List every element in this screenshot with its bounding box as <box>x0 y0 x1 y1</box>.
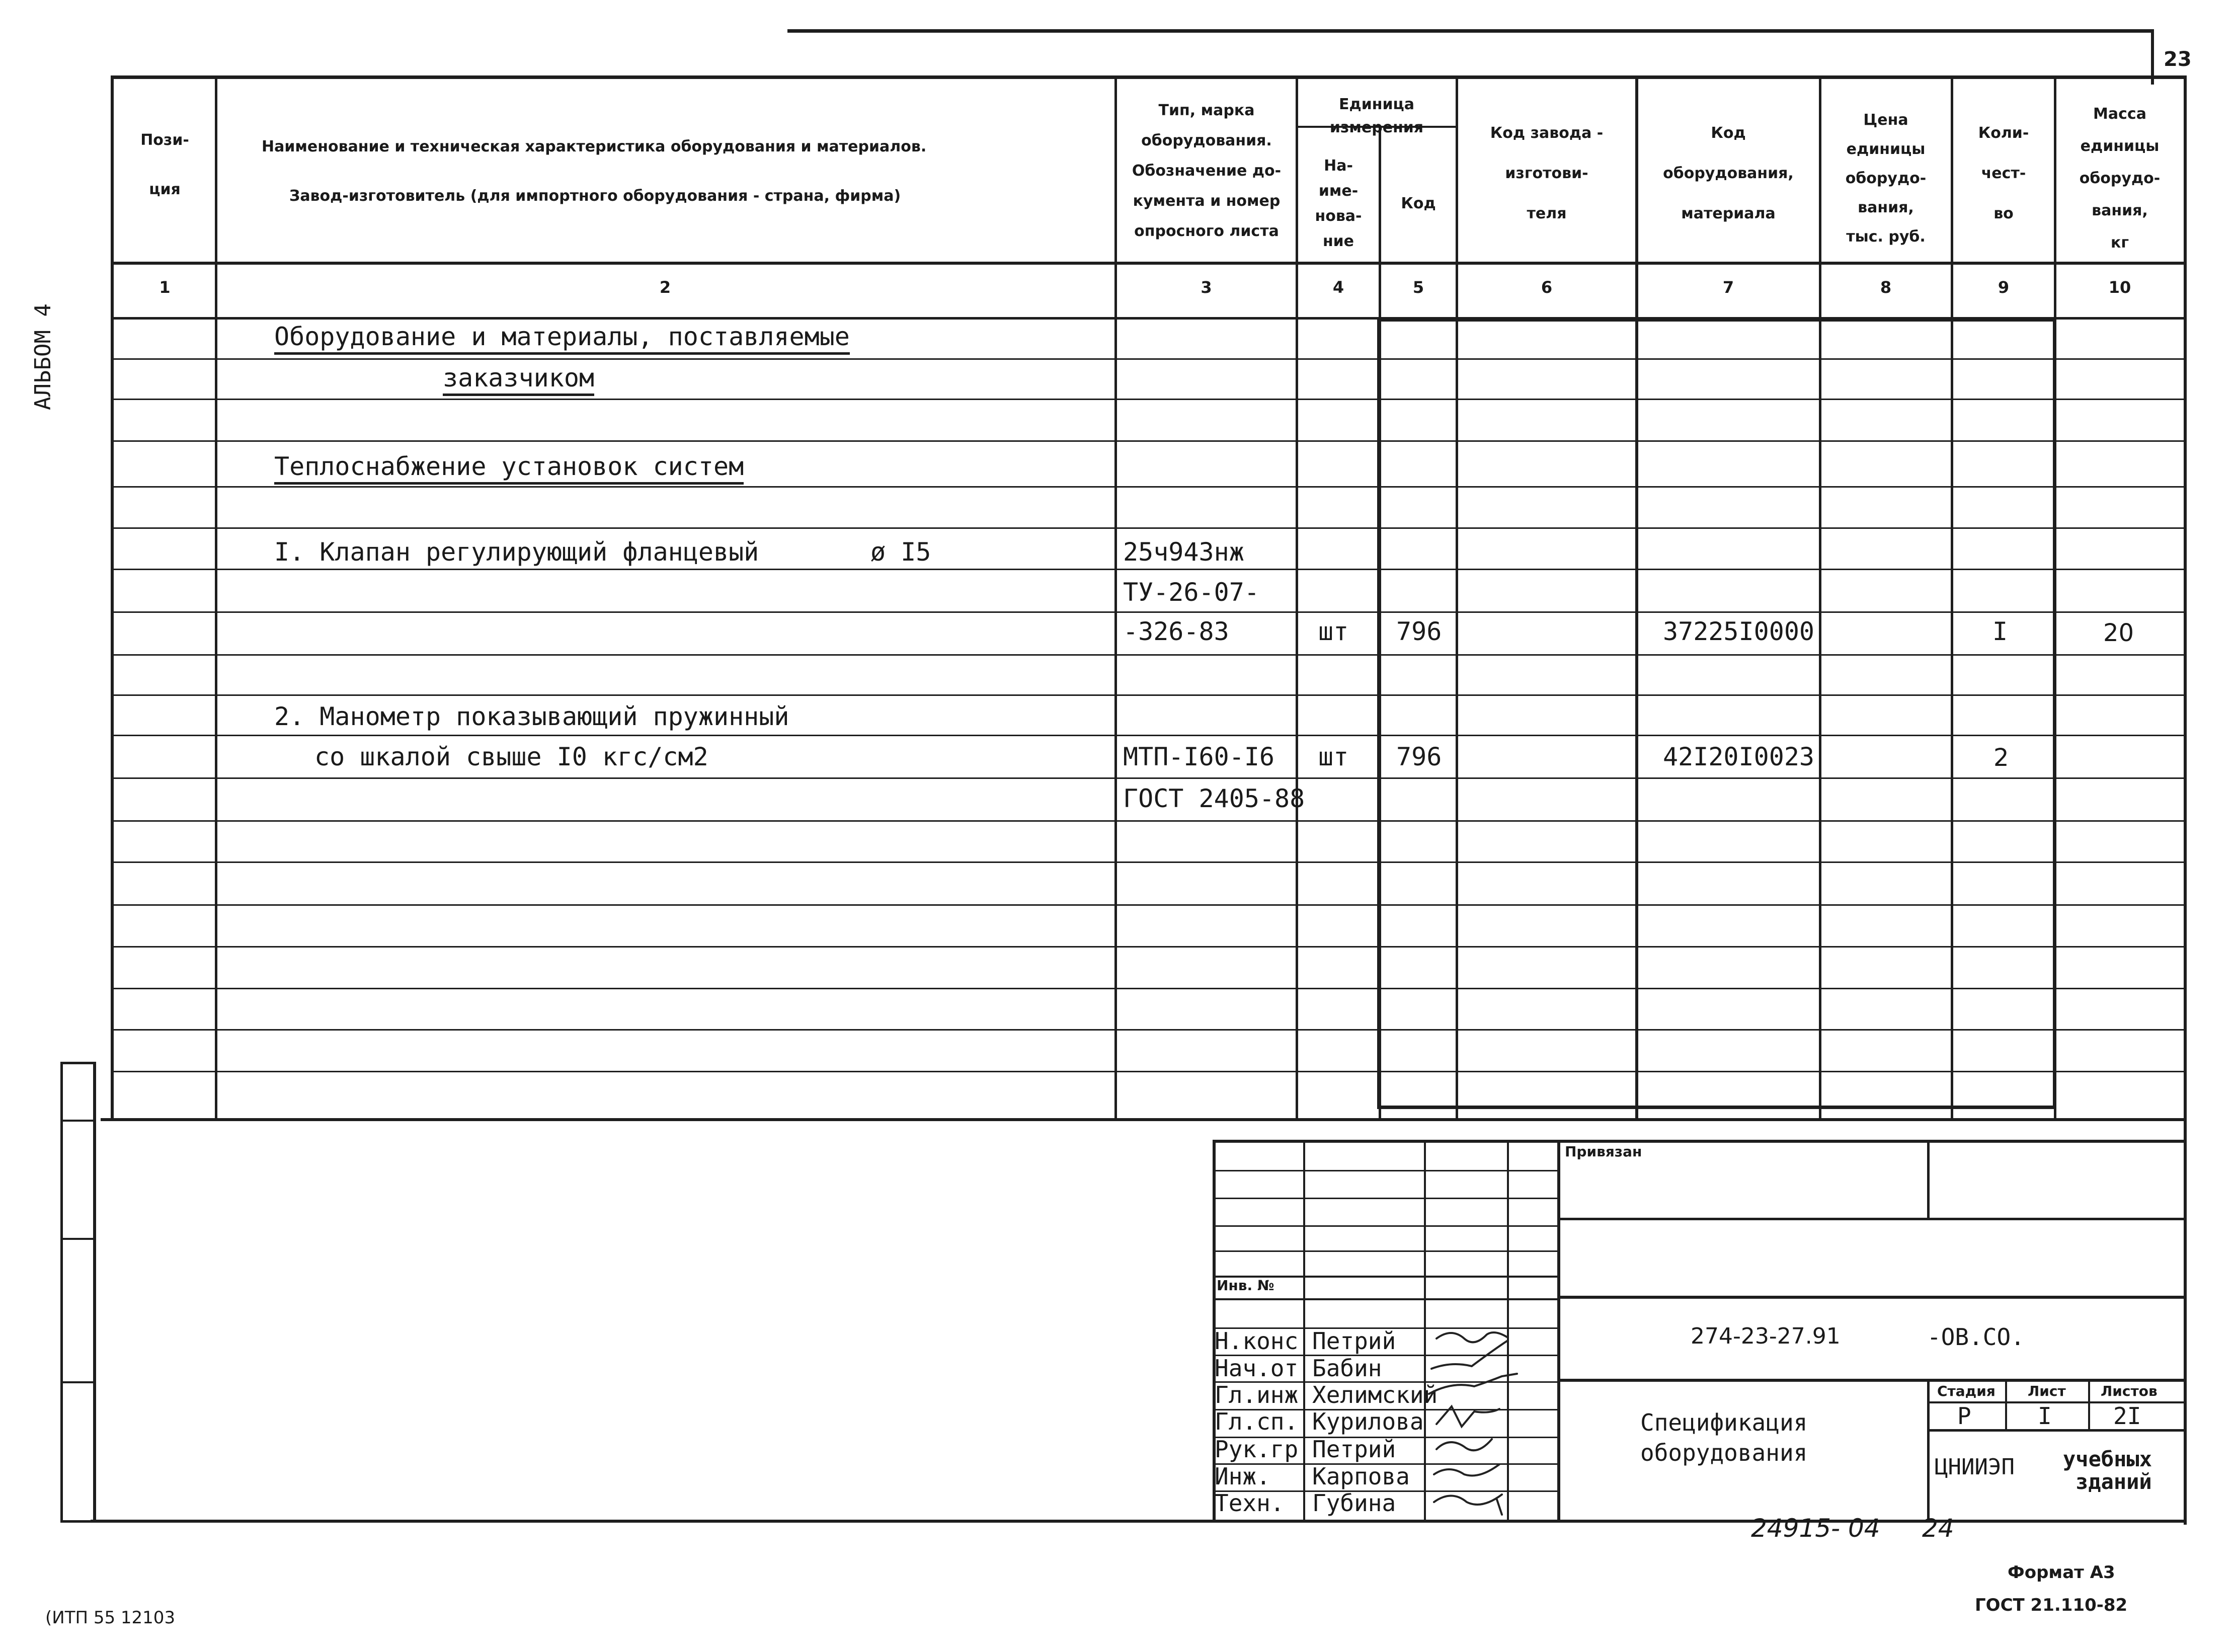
row-line <box>111 486 2186 488</box>
page-corner-number: 23 <box>2164 48 2192 71</box>
row-line <box>111 569 2186 570</box>
tb-vsep <box>1557 1140 1560 1522</box>
colnum-10: 10 <box>2108 278 2131 297</box>
role-3: Гл.инж <box>1215 1381 1299 1408</box>
binding-divider <box>60 1381 95 1383</box>
archive-sheet: 24 <box>1922 1514 1954 1543</box>
item2-name-1: 2. Манометр показывающий пружинный <box>274 702 789 731</box>
header-col-7: Код оборудования, материала <box>1663 124 1794 222</box>
row-line <box>111 611 2186 613</box>
inv-no-label: Инв. № <box>1217 1277 1274 1294</box>
row-line <box>111 904 2186 906</box>
colnum-8: 8 <box>1880 278 1892 297</box>
item2-equipment-code: 42I20I0023 <box>1663 742 1815 771</box>
name-6: Карпова <box>1312 1463 1410 1490</box>
item1-type-2: ТУ-26-07- <box>1123 578 1259 607</box>
item1-unit-code: 796 <box>1396 617 1442 646</box>
row-line <box>111 946 2186 948</box>
header-col-5: Код <box>1401 195 1436 212</box>
item1-equipment-code: 37225I0000 <box>1663 617 1815 646</box>
name-1: Петрий <box>1312 1327 1396 1355</box>
colnum-1: 1 <box>159 278 171 297</box>
row-line <box>111 694 2186 696</box>
name-7: Губина <box>1312 1489 1396 1517</box>
header-col-6: Код завода - изготови- теля <box>1490 124 1604 222</box>
header-col-4: На- име- нова- ние <box>1315 157 1362 250</box>
tb-vsep <box>1424 1140 1426 1522</box>
signatures <box>1426 1323 1522 1525</box>
name-2: Бабин <box>1312 1355 1382 1382</box>
album-label: АЛЬБОМ 4 <box>30 303 56 410</box>
col-sep-1 <box>215 75 217 1121</box>
tb-hline <box>1557 1218 2186 1220</box>
header-col-3: Тип, марка оборудования. Обозначение до- кумента и номер опросного листа <box>1132 102 1282 240</box>
tb-hline <box>1213 1250 1560 1252</box>
colnum-4: 4 <box>1332 278 1344 297</box>
row-line <box>111 861 2186 863</box>
sheet-label: Лист <box>2028 1383 2066 1399</box>
sheets-label: Листов <box>2101 1383 2158 1399</box>
colnum-2: 2 <box>659 278 671 297</box>
tb-hline <box>1213 1298 1560 1300</box>
item1-diameter: ø I5 <box>870 537 931 567</box>
item1-quantity: I <box>1992 617 2008 646</box>
item1-unit: шт <box>1318 617 1349 646</box>
colnum-7: 7 <box>1722 278 1734 297</box>
archive-number: 24915- 04 <box>1751 1514 1880 1543</box>
row-line <box>111 527 2186 529</box>
header-bottom <box>111 262 2186 265</box>
header-col-2: Наименование и техническая характеристика оборудования и материалов. Завод-изготовитель (для импортного оборудования - страна, фирма) <box>262 138 927 205</box>
row-line <box>111 988 2186 989</box>
section-title-line-1: Оборудование и материалы, поставляемые <box>274 322 850 355</box>
privyazan-label: Привязан <box>1565 1143 1642 1160</box>
item2-unit: шт <box>1318 742 1349 771</box>
tb-vsep <box>2005 1379 2007 1429</box>
role-6: Инж. <box>1215 1463 1270 1490</box>
item1-mass: 20 <box>2103 619 2134 647</box>
name-5: Петрий <box>1312 1436 1396 1463</box>
format-label: Формат А3 <box>2008 1562 2115 1583</box>
tb-hline <box>1557 1379 2186 1382</box>
binding-divider <box>60 1238 95 1240</box>
binding-divider <box>60 1120 95 1122</box>
org-suffix-1: учебных <box>2063 1447 2152 1471</box>
row-line <box>111 654 2186 656</box>
role-5: Рук.гр <box>1215 1436 1299 1463</box>
col-sep-2 <box>1114 75 1117 1121</box>
table-bottom <box>101 1118 2186 1121</box>
sheets-value: 2I <box>2113 1402 2141 1430</box>
tb-vsep <box>1927 1140 1930 1220</box>
row-line <box>111 399 2186 400</box>
row-line <box>111 1029 2186 1031</box>
item2-type-1: МТП-I60-I6 <box>1123 742 1275 771</box>
colnum-9: 9 <box>1998 278 2010 297</box>
colnum-6: 6 <box>1541 278 1553 297</box>
role-1: Н.конс <box>1215 1327 1299 1355</box>
item1-type-1: 25ч943нж <box>1123 537 1244 567</box>
tb-vsep <box>2088 1379 2090 1429</box>
header-col-1: Пози- ция <box>140 131 189 198</box>
item2-name-2: со шкалой свыше I0 кгс/см2 <box>314 742 708 771</box>
item2-unit-code: 796 <box>1396 742 1442 771</box>
tb-vsep <box>1927 1379 1930 1522</box>
row-line <box>111 735 2186 736</box>
doc-title-2: оборудования <box>1640 1439 1808 1466</box>
doc-suffix: -ОВ.СО. <box>1927 1323 2025 1351</box>
subsection-title: Теплоснабжение установок систем <box>274 452 744 485</box>
frame-left <box>111 75 114 1121</box>
tb-hline <box>1557 1296 2186 1299</box>
org-name: ЦНИИЭП <box>1935 1454 2015 1480</box>
role-4: Гл.сп. <box>1215 1408 1299 1435</box>
row-line <box>111 440 2186 442</box>
thick-inner-box <box>1377 318 2056 1109</box>
top-rule <box>787 29 2151 33</box>
row-line <box>111 1071 2186 1072</box>
doc-code: 274-23-27.91 <box>1691 1323 1841 1349</box>
role-7: Техн. <box>1215 1489 1285 1517</box>
name-4: Курилова <box>1312 1408 1424 1435</box>
gost-label: ГОСТ 21.110-82 <box>1975 1595 2128 1615</box>
sheet-value: I <box>2038 1402 2052 1430</box>
header-col-8: Цена единицы оборудо- вания, тыс. руб. <box>1845 111 1927 246</box>
header-col-10: Масса единицы оборудо- вания, кг <box>2079 105 2161 252</box>
header-unit-group: Единица измерения <box>1329 96 1424 136</box>
tb-hline <box>1213 1225 1560 1227</box>
role-2: Нач.от <box>1215 1355 1299 1382</box>
tb-hline <box>1213 1198 1560 1199</box>
tb-vsep <box>1303 1140 1305 1522</box>
row-line <box>111 820 2186 822</box>
org-suffix-2: зданий <box>2076 1469 2152 1494</box>
header-col-9: Коли- чест- во <box>1978 124 2029 222</box>
item1-type-3: -326-83 <box>1123 617 1229 646</box>
row-line <box>111 777 2186 779</box>
stamp-label: (ИТП 55 12103 <box>45 1608 176 1628</box>
binding-strip <box>60 1062 95 1523</box>
tb-hline <box>1213 1170 1560 1171</box>
stage-label: Стадия <box>1937 1383 1995 1399</box>
stage-value: Р <box>1957 1402 1971 1430</box>
item2-quantity: 2 <box>1993 744 2009 772</box>
table-top <box>111 75 2186 79</box>
item2-type-2: ГОСТ 2405-88 <box>1123 784 1305 813</box>
colnum-3: 3 <box>1201 278 1212 297</box>
section-title-line-2: заказчиком <box>443 363 594 396</box>
colnum-5: 5 <box>1412 278 1424 297</box>
item1-name: I. Клапан регулирующий фланцевый <box>274 537 759 567</box>
doc-title-1: Спецификация <box>1640 1409 1808 1436</box>
row-line <box>111 358 2186 360</box>
name-3: Хелимский <box>1312 1381 1438 1408</box>
